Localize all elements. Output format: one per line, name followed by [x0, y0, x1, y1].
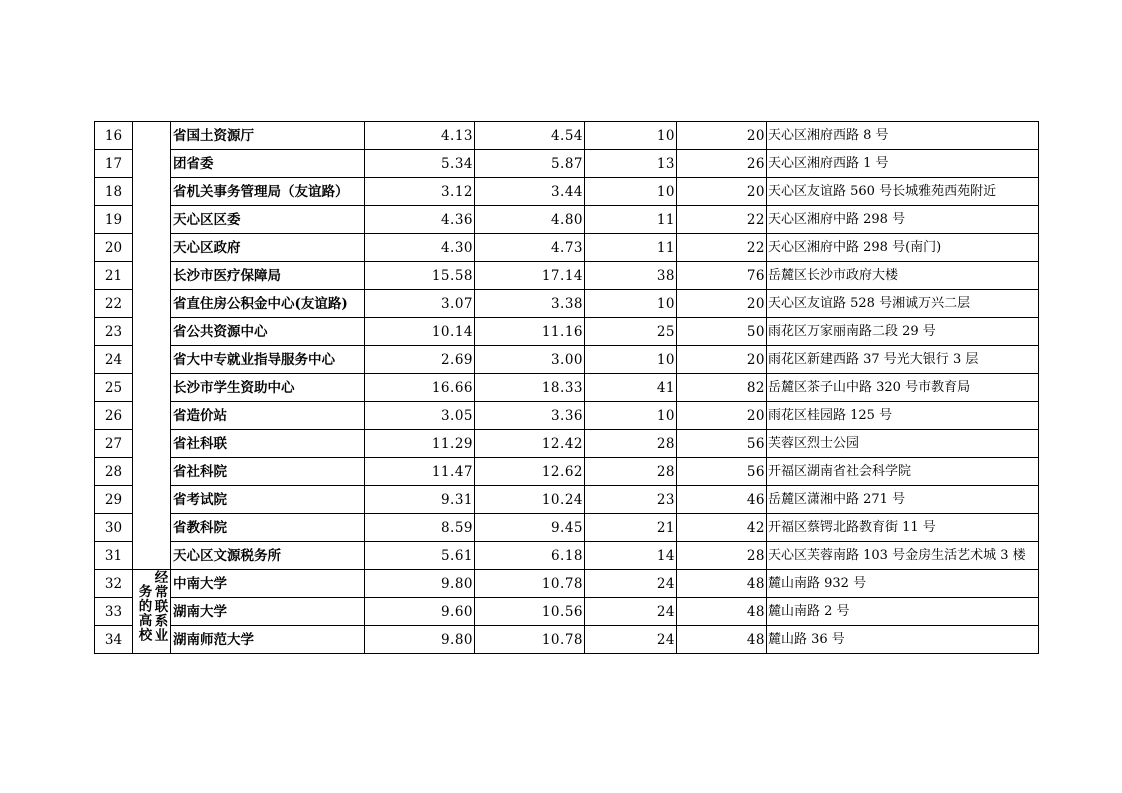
table-row — [95, 290, 1039, 318]
value-2: 9.45 — [475, 514, 585, 542]
value-1: 4.36 — [365, 206, 475, 234]
unit-name: 省机关事务管理局（友谊路） — [171, 178, 365, 206]
unit-name: 省公共资源中心 — [171, 318, 365, 346]
value-3: 41 — [585, 374, 677, 402]
value-1: 15.58 — [365, 262, 475, 290]
value-4: 20 — [677, 346, 767, 374]
address: 麓山南路 2 号 — [767, 598, 1039, 626]
address: 雨花区新建西路 37 号光大银行 3 层 — [767, 346, 1039, 374]
table-row — [95, 206, 1039, 234]
row-number: 22 — [95, 290, 133, 318]
category-cell-universities — [133, 570, 171, 654]
value-2: 3.36 — [475, 402, 585, 430]
value-3: 13 — [585, 150, 677, 178]
address: 天心区友谊路 560 号长城雅苑西苑附近 — [767, 178, 1039, 206]
table-row — [95, 262, 1039, 290]
row-number: 19 — [95, 206, 133, 234]
value-3: 25 — [585, 318, 677, 346]
unit-address-table — [94, 121, 1039, 654]
value-4: 20 — [677, 178, 767, 206]
table-body — [95, 122, 1039, 654]
value-2: 11.16 — [475, 318, 585, 346]
unit-name: 中南大学 — [171, 570, 365, 598]
category-label-line: 务的高校 — [135, 584, 152, 642]
address: 芙蓉区烈士公园 — [767, 430, 1039, 458]
unit-name: 省造价站 — [171, 402, 365, 430]
value-3: 10 — [585, 290, 677, 318]
table-row — [95, 234, 1039, 262]
value-4: 48 — [677, 570, 767, 598]
category-cell-empty — [133, 122, 171, 570]
row-number: 17 — [95, 150, 133, 178]
value-3: 38 — [585, 262, 677, 290]
row-number: 16 — [95, 122, 133, 150]
table-row — [95, 430, 1039, 458]
value-1: 11.47 — [365, 458, 475, 486]
value-1: 8.59 — [365, 514, 475, 542]
value-2: 10.78 — [475, 626, 585, 654]
row-number: 31 — [95, 542, 133, 570]
value-3: 11 — [585, 206, 677, 234]
value-4: 48 — [677, 626, 767, 654]
value-2: 10.24 — [475, 486, 585, 514]
value-1: 10.14 — [365, 318, 475, 346]
value-2: 10.78 — [475, 570, 585, 598]
value-1: 5.61 — [365, 542, 475, 570]
unit-name: 省考试院 — [171, 486, 365, 514]
value-3: 28 — [585, 458, 677, 486]
unit-name: 天心区区委 — [171, 206, 365, 234]
value-1: 11.29 — [365, 430, 475, 458]
value-1: 3.05 — [365, 402, 475, 430]
table-row — [95, 458, 1039, 486]
address: 天心区芙蓉南路 103 号金房生活艺术城 3 楼 — [767, 542, 1039, 570]
value-4: 50 — [677, 318, 767, 346]
table-row — [95, 542, 1039, 570]
value-2: 12.42 — [475, 430, 585, 458]
value-1: 4.13 — [365, 122, 475, 150]
unit-name: 省大中专就业指导服务中心 — [171, 346, 365, 374]
value-4: 46 — [677, 486, 767, 514]
address: 麓山南路 932 号 — [767, 570, 1039, 598]
address: 开福区蔡锷北路教育街 11 号 — [767, 514, 1039, 542]
value-2: 4.54 — [475, 122, 585, 150]
value-2: 5.87 — [475, 150, 585, 178]
value-3: 21 — [585, 514, 677, 542]
value-4: 28 — [677, 542, 767, 570]
table-row — [95, 626, 1039, 654]
address: 天心区湘府西路 1 号 — [767, 150, 1039, 178]
value-3: 14 — [585, 542, 677, 570]
value-4: 56 — [677, 430, 767, 458]
table-row — [95, 514, 1039, 542]
unit-name: 天心区政府 — [171, 234, 365, 262]
value-3: 24 — [585, 570, 677, 598]
address: 天心区湘府西路 8 号 — [767, 122, 1039, 150]
row-number: 34 — [95, 626, 133, 654]
row-number: 25 — [95, 374, 133, 402]
unit-name: 省社科院 — [171, 458, 365, 486]
address: 麓山路 36 号 — [767, 626, 1039, 654]
value-2: 4.80 — [475, 206, 585, 234]
value-3: 24 — [585, 626, 677, 654]
table-row — [95, 486, 1039, 514]
value-4: 56 — [677, 458, 767, 486]
address: 雨花区桂园路 125 号 — [767, 402, 1039, 430]
unit-name: 团省委 — [171, 150, 365, 178]
row-number: 30 — [95, 514, 133, 542]
unit-name: 长沙市医疗保障局 — [171, 262, 365, 290]
row-number: 32 — [95, 570, 133, 598]
row-number: 29 — [95, 486, 133, 514]
value-3: 28 — [585, 430, 677, 458]
table-row — [95, 318, 1039, 346]
unit-name: 湖南师范大学 — [171, 626, 365, 654]
row-number: 27 — [95, 430, 133, 458]
row-number: 26 — [95, 402, 133, 430]
value-4: 82 — [677, 374, 767, 402]
value-3: 10 — [585, 402, 677, 430]
unit-name: 省直住房公积金中心(友谊路) — [171, 290, 365, 318]
value-1: 9.60 — [365, 598, 475, 626]
value-4: 20 — [677, 402, 767, 430]
table-row — [95, 374, 1039, 402]
value-1: 3.07 — [365, 290, 475, 318]
value-2: 18.33 — [475, 374, 585, 402]
value-4: 76 — [677, 262, 767, 290]
table-row — [95, 178, 1039, 206]
row-number: 21 — [95, 262, 133, 290]
unit-name: 省国土资源厅 — [171, 122, 365, 150]
value-1: 9.80 — [365, 570, 475, 598]
value-3: 10 — [585, 178, 677, 206]
value-2: 6.18 — [475, 542, 585, 570]
row-number: 33 — [95, 598, 133, 626]
value-2: 3.44 — [475, 178, 585, 206]
value-4: 22 — [677, 206, 767, 234]
value-1: 4.30 — [365, 234, 475, 262]
value-3: 10 — [585, 122, 677, 150]
address: 天心区友谊路 528 号湘诚万兴二层 — [767, 290, 1039, 318]
value-2: 17.14 — [475, 262, 585, 290]
value-4: 26 — [677, 150, 767, 178]
table-row — [95, 570, 1039, 598]
value-2: 3.38 — [475, 290, 585, 318]
value-1: 9.31 — [365, 486, 475, 514]
row-number: 23 — [95, 318, 133, 346]
row-number: 18 — [95, 178, 133, 206]
value-1: 3.12 — [365, 178, 475, 206]
value-1: 5.34 — [365, 150, 475, 178]
table-row — [95, 150, 1039, 178]
address: 天心区湘府中路 298 号 — [767, 206, 1039, 234]
value-4: 42 — [677, 514, 767, 542]
unit-name: 湖南大学 — [171, 598, 365, 626]
value-2: 10.56 — [475, 598, 585, 626]
unit-name: 省社科联 — [171, 430, 365, 458]
address: 岳麓区长沙市政府大楼 — [767, 262, 1039, 290]
value-1: 16.66 — [365, 374, 475, 402]
value-3: 23 — [585, 486, 677, 514]
address: 岳麓区茶子山中路 320 号市教育局 — [767, 374, 1039, 402]
value-2: 3.00 — [475, 346, 585, 374]
value-4: 22 — [677, 234, 767, 262]
unit-name: 省教科院 — [171, 514, 365, 542]
address: 开福区湖南省社会科学院 — [767, 458, 1039, 486]
category-label-line: 经常联系业 — [151, 570, 168, 643]
value-3: 11 — [585, 234, 677, 262]
value-4: 20 — [677, 290, 767, 318]
address: 岳麓区潇湘中路 271 号 — [767, 486, 1039, 514]
value-4: 20 — [677, 122, 767, 150]
row-number: 24 — [95, 346, 133, 374]
row-number: 28 — [95, 458, 133, 486]
value-3: 10 — [585, 346, 677, 374]
table-row — [95, 402, 1039, 430]
value-4: 48 — [677, 598, 767, 626]
table-row — [95, 598, 1039, 626]
address: 天心区湘府中路 298 号(南门) — [767, 234, 1039, 262]
unit-name: 长沙市学生资助中心 — [171, 374, 365, 402]
unit-name: 天心区文源税务所 — [171, 542, 365, 570]
value-2: 12.62 — [475, 458, 585, 486]
table-row — [95, 346, 1039, 374]
category-label — [133, 570, 170, 653]
value-2: 4.73 — [475, 234, 585, 262]
value-1: 9.80 — [365, 626, 475, 654]
table-row — [95, 122, 1039, 150]
value-1: 2.69 — [365, 346, 475, 374]
address: 雨花区万家丽南路二段 29 号 — [767, 318, 1039, 346]
value-3: 24 — [585, 598, 677, 626]
row-number: 20 — [95, 234, 133, 262]
